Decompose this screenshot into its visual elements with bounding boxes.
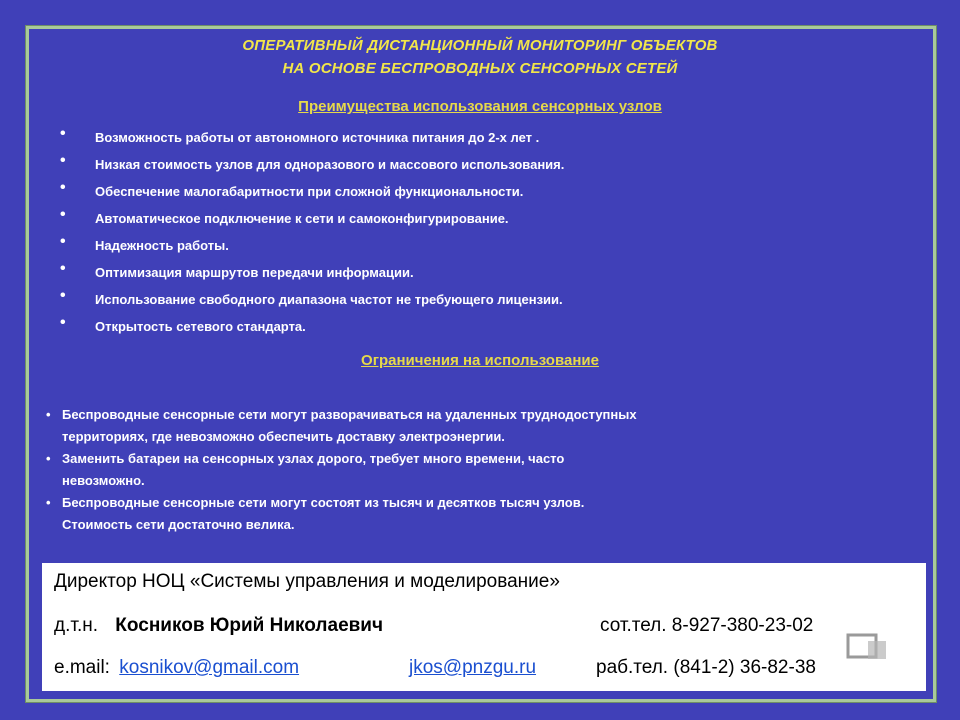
list-item-text: Открытость сетевого стандарта. (95, 319, 306, 334)
list-item (44, 492, 804, 536)
bullet-icon: • (60, 179, 66, 196)
list-item (44, 448, 804, 492)
list-item-line: территориях, где невозможно обеспечить доставку электроэнергии. (62, 429, 505, 444)
email-line (54, 657, 816, 679)
list-item (58, 178, 858, 205)
work-phone: раб.тел. (841-2) 36-82-38 (596, 657, 816, 678)
list-item (44, 404, 804, 448)
list-item (58, 286, 858, 313)
email-link-pnzgu[interactable]: jkos@pnzgu.ru (409, 657, 537, 678)
list-item-text: Автоматическое подключение к сети и самоконфигурирование. (95, 211, 509, 226)
list-item-text: Обеспечение малогабаритности при сложной функциональности. (95, 184, 524, 199)
bullet-icon: • (46, 495, 51, 510)
list-item-text: Возможность работы от автономного источника питания до 2-х лет . (95, 130, 540, 145)
title-line-2: НА ОСНОВЕ БЕСПРОВОДНЫХ СЕНСОРНЫХ СЕТЕЙ (282, 60, 678, 77)
list-item (58, 232, 858, 259)
title-line-1: ОПЕРАТИВНЫЙ ДИСТАНЦИОННЫЙ МОНИТОРИНГ ОБЪЕКТОВ (242, 37, 718, 54)
director-name: Косников Юрий Николаевич (115, 615, 384, 636)
bullet-icon: • (60, 206, 66, 223)
email-label: e.mail: (54, 657, 110, 678)
bullet-icon: • (46, 451, 51, 466)
bullet-icon: • (60, 287, 66, 304)
contact-box (42, 563, 926, 691)
bullet-icon: • (60, 125, 66, 142)
list-item-text: Использование свободного диапазона частот не требующего лицензии. (95, 292, 563, 307)
list-item (58, 205, 858, 232)
name-line (54, 615, 814, 637)
bullet-icon: • (60, 233, 66, 250)
bullet-icon: • (46, 407, 51, 422)
list-item-text: Низкая стоимость узлов для одноразового и массового использования. (95, 157, 565, 172)
advantages-heading: Преимущества использования сенсорных узлов (298, 98, 662, 115)
list-item (58, 124, 858, 151)
advantages-list (58, 124, 858, 340)
list-item-line: Беспроводные сенсорные сети могут состоят из тысяч и десятков тысяч узлов. (62, 495, 585, 510)
list-item-line: невозможно. (62, 473, 145, 488)
bullet-icon: • (60, 152, 66, 169)
list-item (58, 151, 858, 178)
list-item-text: Оптимизация маршрутов передачи информации. (95, 265, 414, 280)
director-line: Директор НОЦ «Системы управления и моделирование» (54, 571, 560, 592)
email-link-gmail[interactable]: kosnikov@gmail.com (119, 657, 300, 678)
mobile-phone: сот.тел. 8-927-380-23-02 (600, 615, 814, 636)
limitations-list (44, 404, 804, 536)
bullet-icon: • (60, 314, 66, 331)
list-item-line: Беспроводные сенсорные сети могут разворачиваться на удаленных труднодоступных (62, 407, 637, 422)
degree: д.т.н. (54, 615, 99, 636)
limitations-heading: Ограничения на использование (361, 352, 599, 369)
list-item-text: Надежность работы. (95, 238, 229, 253)
list-item-line: Заменить батареи на сенсорных узлах дорого, требует много времени, часто (62, 451, 565, 466)
watermark-icon (846, 631, 890, 661)
list-item-line: Стоимость сети достаточно велика. (62, 517, 295, 532)
list-item (58, 313, 858, 340)
bullet-icon: • (60, 260, 66, 277)
list-item (58, 259, 858, 286)
